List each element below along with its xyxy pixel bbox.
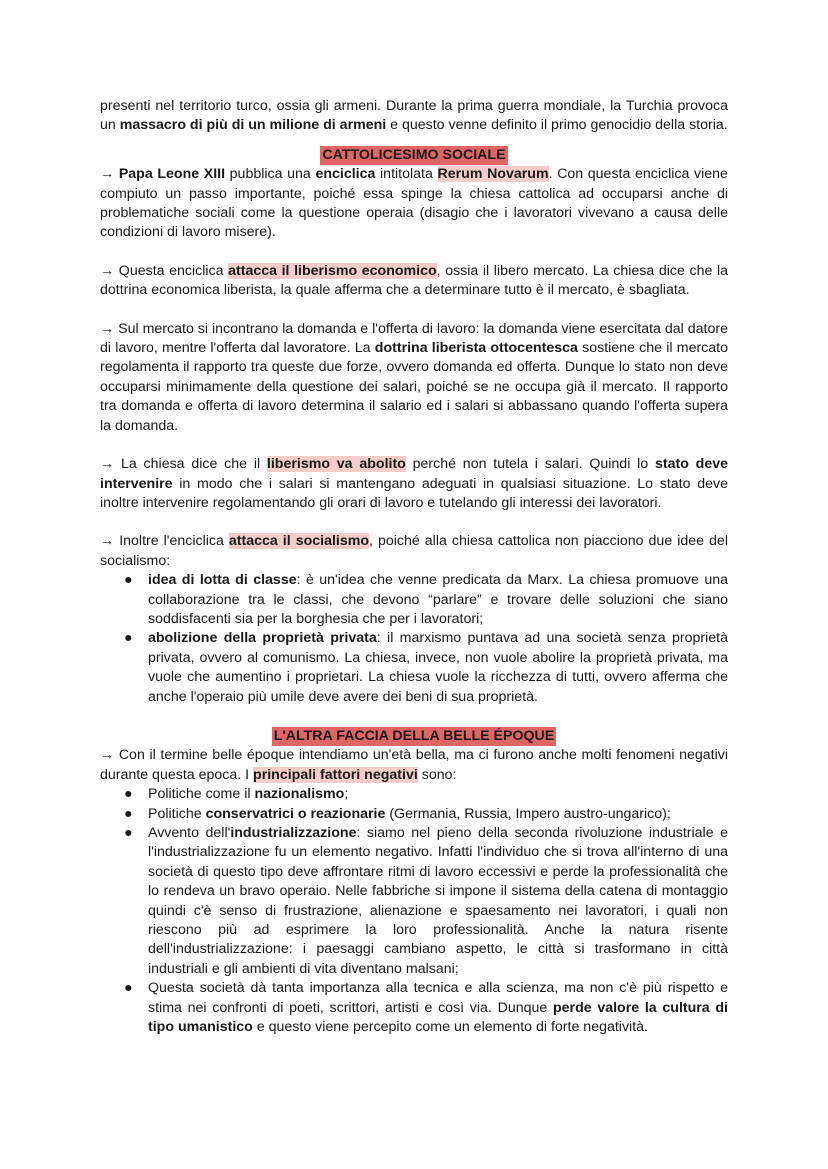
list-item: ● Avvento dell'industrializzazione: siamo nel pieno della seconda rivoluzione industriale e l'industrializzazione fu un elemento negativo. Infatti l'individuo che si trova all'interno di una società di questo tipo deve affrontare ritmi di lavoro eccessivi e perde la professionalità che lo rendeva un bravo operaio. Nelle fabbriche si impone il sistema della catena di montaggio quindi c'è senso di frustrazione, alienazione e spaesamento nei lavoratori, i quali non riescono più ad esprimere la loro professionalità. Anche la natura risente dell'industrializzazione: i paesaggi cambiano aspetto, le città si trasformano in città industriali e gli ambienti di vita diventano malsani;	[124, 825, 728, 977]
intro-paragraph: presenti nel territorio turco, ossia gli armeni. Durante la prima guerra mondiale, la Turchia provoca un massacro di più di un milione di armeni e questo venne definito il primo genocidio della storia.	[100, 98, 728, 134]
list-item: ● Politiche come il nazionalismo;	[148, 785, 728, 804]
highlight: principali fattori negativi	[253, 766, 418, 783]
highlight: Rerum Novarum	[437, 166, 549, 183]
bullet-list-socialismo	[100, 571, 728, 707]
bullet-icon: ●	[124, 786, 133, 803]
bullet-icon: ●	[124, 825, 133, 841]
bullet-icon: ●	[124, 572, 133, 589]
bullet-icon: ●	[124, 980, 133, 997]
list-item: ● idea di lotta di classe: è un'idea che venne predicata da Marx. La chiesa promuove una collaborazione tra le classi, che devono “parlare” e trovare delle soluzioni che siano soddisfacenti sia per la borghesia che per i lavoratori;	[124, 572, 728, 627]
bullet-icon: ●	[124, 630, 133, 647]
section-heading-wrap	[100, 727, 728, 746]
highlight: attacca il socialismo	[228, 533, 370, 550]
paragraph-socialismo: → Inoltre l'enciclica attacca il socialismo, poiché alla chiesa cattolica non piacciono due idee del socialismo:	[100, 533, 728, 569]
paragraph-mercato: → Sul mercato si incontrano la domanda e l'offerta di lavoro: la domanda viene esercitata dal datore di lavoro, mentre l'offerta dal lavoratore. La dottrina liberista ottocentesca sostiene che il mercato regolamenta il rapporto tra queste due forze, ovvero domanda ed offerta. Dunque lo stato non deve occuparsi minimamente della questione dei salari, poiché se ne occupa già il mercato. Il rapporto tra domanda e offerta di lavoro determina il salario ed i salari si abbassano quando l'offerta supera la domanda.	[100, 320, 729, 434]
paragraph-abolito: → La chiesa dice che il liberismo va abolito perché non tutela i salari. Quindi lo stato deve intervenire in modo che i salari si mantengano adeguati in qualsiasi situazione. Lo stato deve inoltre intervenire regolamentando gli orari di lavoro e tutelando gli interessi dei lavoratori.	[100, 456, 728, 511]
section-heading-belle-epoque: L'ALTRA FACCIA DELLA BELLE ÉPOQUE	[273, 727, 555, 744]
section-heading-cattolicesimo: CATTOLICESIMO SOCIALE	[322, 146, 506, 163]
list-item: ● abolizione della proprietà privata: il marxismo puntava ad una società senza proprietà privata, ovvero al comunismo. La chiesa, invece, non vuole abolire la proprietà privata, ma vuole che aumentino i proprietari. La chiesa vuole la ricchezza di tutti, ovvero afferma che anche l'operaio più umile deve avere dei beni di sua proprietà.	[124, 630, 728, 705]
highlight: liberismo va abolito	[266, 456, 406, 473]
paragraph-liberismo: → Questa enciclica attacca il liberismo economico, ossia il libero mercato. La chiesa dice che la dottrina economica liberista, la quale afferma che a determinare tutto è il mercato, è sbagliata.	[100, 262, 728, 299]
bullet-list-fattori	[100, 785, 728, 1037]
list-item: ● Questa società dà tanta importanza alla tecnica e alla scienza, ma non c'è più rispetto e stima nei confronti di poeti, scrittori, artisti e così via. Dunque perde valore la cultura di tipo umanistico e questo viene percepito come un elemento di forte negatività.	[124, 980, 728, 1036]
section-heading-wrap	[100, 146, 728, 165]
bullet-icon: ●	[124, 805, 133, 822]
list-item: ● Politiche conservatrici o reazionarie (Germania, Russia, Impero austro-ungarico);	[148, 805, 728, 824]
highlight: attacca il liberismo economico	[228, 262, 437, 279]
paragraph-rerum-novarum: → Papa Leone XIII pubblica una enciclica intitolata Rerum Novarum. Con questa enciclica viene compiuto un passo importante, poiché essa spinge la chiesa cattolica ad occuparsi anche di problematiche sociali come la questione operaia (disagio che i lavoratori vivevano a causa delle condizioni di lavoro misere).	[100, 166, 728, 241]
paragraph-belle-epoque: → Con il termine belle époque intendiamo un'età bella, ma ci furono anche molti fenomeni negativi durante questa epoca. I principali fattori negativi sono:	[100, 747, 728, 783]
